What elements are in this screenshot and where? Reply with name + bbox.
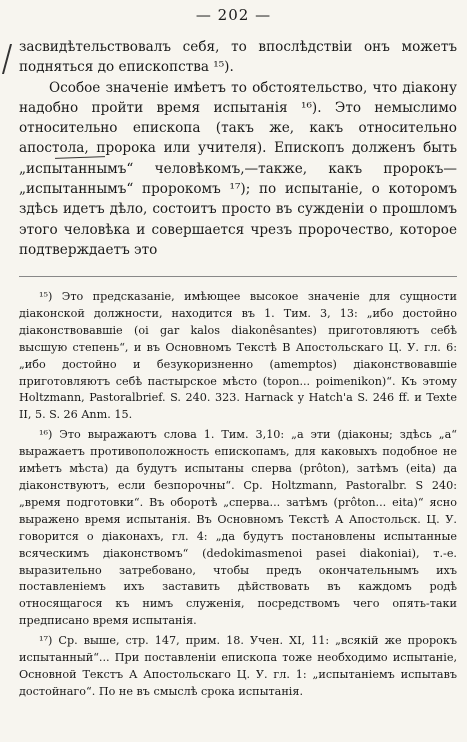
footnote-16: ¹⁶) Это выражаютъ слова 1. Тим. 3,10: „а эти (діаконы; здѣсь „а“ выражаетъ противоположность епископамъ, для каковыхъ подобное не имѣетъ мѣста) да будутъ испытаны сперва (prôton), затѣмъ (eita) да діаконствуютъ, если безпорочны“. Ср. Holtzmann, Pastoralbr. S 240: „время подготовки“. Въ оборотѣ „сперва... затѣмъ (prôton... eita)“ ясно выражено время испытанія. Въ Основномъ Текстѣ А Апостольск. Ц. У. говорится о діаконахъ, гл. 4: „да будутъ постановлены испытанные всяческимъ діаконствомъ“ (dedokimasmenoi pasei diakoniai), т.-е. выразительно затребовано, чтобы предъ окончательнымъ ихъ поставленіемъ ихъ заставить дѣйствовать въ каждомъ родѣ относящагося къ нимъ служенія, посредствомъ чего опять-таки предписано время испытанія. xyxy=(19,428,457,628)
footnote-15: ¹⁵) Это предсказаніе, имѣющее высокое значеніе для сущности діаконской должности, находится въ 1. Тим. 3, 13: „ибо достойно діаконствовавшіе (oi gar kalos diakonêsantes) приготовляютъ себѣ высшую степень“, и въ Основномъ Текстѣ В Апостольскаго Ц. У. гл. 6: „ибо достойно и безукоризненно (amemptos) діаконствовавшіе приготовляютъ себѣ пастырское мѣсто (topon... poimenikon)“. Къ этому Holtzmann, Pastoralbrief. S. 240. 323. Harnack y Hatch'a S. 246 ff. и Texte II, 5. S. 26 Anm. 15. xyxy=(19,290,457,422)
main-text xyxy=(19,37,457,260)
footnote-17: ¹⁷) Ср. выше, стр. 147, прим. 18. Учен. XI, 11: „всякій же пророкъ испытанный“... При поставленіи епископа тоже необходимо испытаніе, Основной Текстъ А Апостольскаго Ц. У. гл. 1: „испытаніемъ испытавъ достойнаго“. По не въ смыслѣ срока испытанія. xyxy=(19,634,457,698)
paragraph: Особое значеніе имѣетъ то обстоятельство, что діакону надобно пройти время испытанія ¹⁶). Это немыслимо относительно епископа (такъ же, какъ относительно апостола, пророка или учителя). Епископъ долженъ быть „испытаннымъ“ человѣкомъ,—также, какъ пророкъ—„испытаннымъ“ пророкомъ ¹⁷); по испытаніе, о которомъ здѣсь идетъ дѣло, состоитъ просто въ сужденіи о прошломъ этого человѣка и совершается чрезъ пророчество, которое подтверждаетъ это xyxy=(19,79,457,258)
footnotes xyxy=(19,289,457,704)
page-number: — 202 — xyxy=(195,6,272,24)
footnote-rule xyxy=(19,276,457,277)
paragraph-continuation: засвидѣтельствовалъ себя, то впослѣдствіи онъ можетъ подняться до епископства ¹⁵). xyxy=(19,39,457,76)
